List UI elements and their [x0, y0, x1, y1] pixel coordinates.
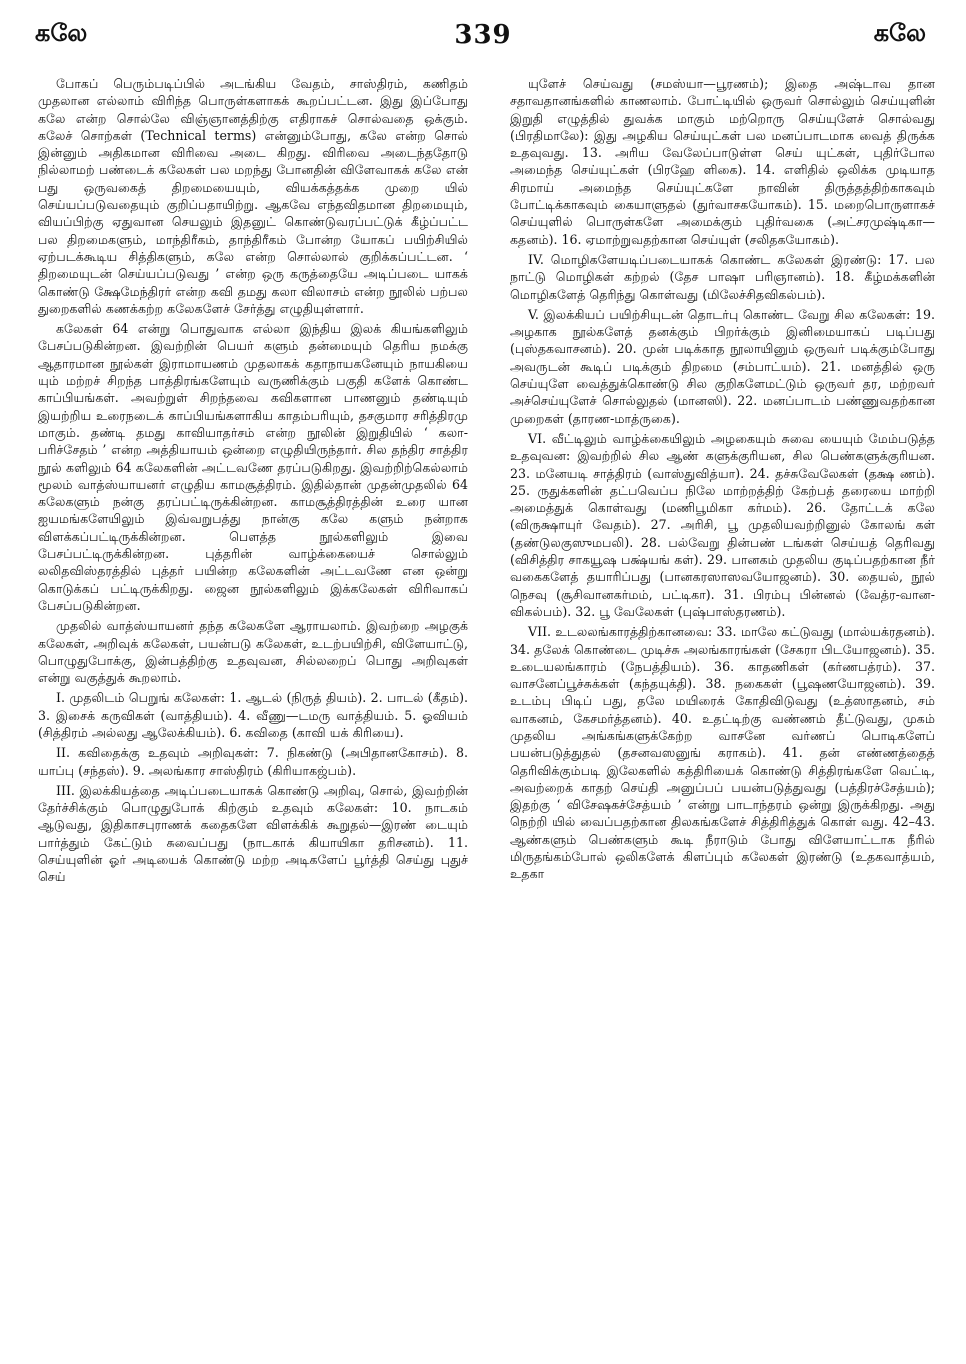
running-header-right: கலே: [873, 18, 926, 47]
right-column: [510, 72, 935, 1352]
paragraph: போகப் பெரும்படிப்பில் அடங்கிய வேதம், சாஸ்திரம், கணிதம் முதலான எல்லாம் விரிந்த பொருள்களாகக் கூறப்பட்டன. இது இப்போது கலே என்ற சொல்லே விஞ்ஞானத்திற்கு எதிராகச் சொல்வதை ஒக்கும். கலேச் சொற்கள் (Technical terms) என்னும்போது, கலே என்ற சொல் இன்னும் அதிகமான விரிவை அடை கிறது. விரிவை அடைந்ததோடு நில்லாமற் பண்டைக் கலேகள் பல மறந்து போனதின் விளேவாகக் கலே என் பது ஒருவகைத் திறமையையும், வியக்கத்தக்க முறை யில் செய்யப்படுவதையும் குறிப்பதாயிற்று. ஆகவே எந்தவிதமான திறமையும், வியப்பிற்கு ஏதுவான செயலும் இதனுட் கொண்டுவரப்பட்டுக் கீழ்ப்பட்ட பல திறமைகளும், மாந்திரீகம், தாந்திரீகம் போன்ற யோகப் பயிற்சியில் ஏற்படக்கூடிய சித்திகளும், கலே என்ற சொல்லால் குறிக்கப்பட்டன. ‘ திறமையுடன் செய்யப்படுவது ’ என்ற ஒரு கருத்தையே அடிப்படை யாகக் கொண்டு க்ஷேமேந்திரர் என்ற கவி தமது கலா விலாசம் என்ற நூலில் பற்பல துறைகளில் கணக்கற்ற கலேகளேச் சேர்த்து எழுதியுள்ளார்.: [38, 76, 468, 316]
paragraph: II. கவிதைக்கு உதவும் அறிவுகள்: 7. நிகண்டு (அபிதானகோசம்). 8. யாப்பு (சந்தஸ்). 9. அலங்கார சாஸ்திரம் (கிரியாகஜ்பம்).: [38, 745, 468, 778]
paragraph: கலேகள் 64 என்று பொதுவாக எல்லா இந்திய இலக் கியங்களிலும் பேசப்படுகின்றன. இவற்றின் பெயர் களும் தன்மையும் தெரிய நமக்கு ஆதாரமான நூல்கள் இராமாயணம் முதலாகக் கதாநாயகனேயும் நாயகியை யும் மற்றச் சிறந்த பாத்திரங்களேயும் வருணிக்கும் பகுதி களேக் கொண்ட காப்பியங்கள். அவற்றுள் சிறந்தவை கவிகளான பாணனும் தண்டியும் இயற்றிய உரைநடைக் காப்பியங்களாகிய காதம்பரியும், தசகுமார சரித்திரமு மாகும். தண்டி தமது காவியாதர்சம் என்ற நூலின் இறுதியில் ‘ கலா-பரிச்சேதம் ’ என்ற அத்தியாயம் ஒன்றை எழுதியிருந்தார். சில தந்திர சாத்திர நூல் களிலும் 64 கலேகளின் அட்டவணே தரப்படுகிறது. இவற்றிற்கெல்லாம் மூலம் வாத்ஸ்யாயனர் எழுதிய காமசூத்திரம். இதில்தான் முதன்முதலில் 64 கலேகளும் நன்கு தரப்பட்டிருக்கின்றன. காமசூத்திரத்தின் உரை யான ஐயமங்களேயிலும் இவ்வறுபத்து நான்கு கலே களும் நன்றாக விளக்கப்பட்டிருக்கின்றன. பௌத்த நூல்களிலும் இவை பேசப்பட்டிருக்கின்றன. புத்தரின் வாழ்க்கையைச் சொல்லும் லலிதவிஸ்தரத்தில் புத்தர் பயின்ற கலேகளின் அட்டவணே என ஒன்று கொடுக்கப் பட்டிருக்கிறது. ஜைன நூல்களிலும் இக்கலேகள் விரிவாகப் பேசப்படுகின்றன.: [38, 321, 468, 613]
paragraph: I. முதலிடம் பெறுங் கலேகள்: 1. ஆடல் (நிருத் தியம்). 2. பாடல் (கீதம்). 3. இசைக் கருவிகள் (வாத்தியம்). 4. வீணு—டமரு வாத்தியம். 5. ஓவியம் (சித்திரம் அல்லது ஆலேக்கியம்). 6. கவிதை (காவி யக் கிரியை).: [38, 690, 468, 740]
paragraph: VI. வீட்டிலும் வாழ்க்கையிலும் அழகையும் சுவை யையும் மேம்படுத்த உதவுவன: இவற்றில் சில ஆண் களுக்குரியன, சில பெண்களுக்குரியன. 23. மனேயடி சாத்திரம் (வாஸ்துவித்யா). 24. தச்சுவேலேகள் (தக்ஷ ணம்). 25. ருதுக்களின் தட்பவெப்ப நிலே மாற்றத்திற் கேற்பத் தரையை மாற்றி அமைத்துக் கொள்வது (மணிபூமிகா கர்மம்). 26. தோட்டக் கலே (விருக்ஷாயுர் வேதம்). 27. அரிசி, பூ முதலியவற்றினுல் கோலங் கள் (தண்டுலகுஸுமபலி). 28. பல்வேறு தின்பண் டங்கள் செய்யத் தெரிவது (விசித்திர சாகயூஷ பக்ஷ்யங் கள்). 29. பானகம் முதலிய குடிப்பதற்கான நீர் வகைகளேத் தயாரிப்பது (பானகரஸாஸவயோஜனம்). 30. தையல், நூல் நெசவு (சூசிவானகர்மம், பட்டிகா). 31. பிரம்பு பின்னல் (வேத்ர-வான-விகல்பம்). 32. பூ வேலேகள் (புஷ்பாஸ்தரணம்).: [510, 430, 935, 619]
running-header-left: கலே: [35, 18, 88, 47]
paragraph: III. இலக்கியத்தை அடிப்படையாகக் கொண்டு அறிவு, சொல், இவற்றின் தேர்ச்சிக்கும் பொழுதுபோக் கிற்கும் உதவும் கலேகள்: 10. நாடகம் ஆடுவது, இதிகாசபுராணக் கதைகளே விளக்கிக் கூறுதல்—இரண் டையும் பார்த்தும் கேட்டும் சுவைப்பது (நாடகாக் கியாயிகா தரிசனம்). 11. செய்யுளின் ஓர் அடியைக் கொண்டு மற்ற அடிகளேப் பூர்த்தி செய்து புதுச் செய்: [38, 782, 468, 885]
paragraph: V. இலக்கியப் பயிற்சியுடன் தொடர்பு கொண்ட வேறு சில கலேகள்: 19. அழகாக நூல்களேத் தனக்கும் பிறர்க்கும் இனிமையாகப் படிப்பது (புஸ்தகவாசனம்). 20. முன் படிக்காத நூலாயினும் ஒருவர் படிக்கும்போது அவருடன் கூடிப் படிக்கும் திறமை (சம்பாட்யம்). 21. மனத்தில் ஒரு செய்யுளே வைத்துக்கொண்டு சில குறிகளேமட்டும் ஒருவர் தர, மற்றவர் அச்செய்யுளேச் சொல்லுதல் (மானஸி). 22. மனப்பாடம் பண்ணுவதற்கான முறைகள் (தாரண-மாத்ருகை).: [510, 306, 935, 426]
paragraph: யுளேச் செய்வது (சமஸ்யா—பூரணம்); இதை அஷ்டாவ தான சதாவதானங்களில் காணலாம். போட்டியில் ஒருவர் சொல்லும் செய்யுளின் இறுதி எழுத்தில் துவக்க மாகும் மற்றொரு செய்யுளேச் சொல்வது (பிரதிமாலே): இது அழகிய செய்யுட்கள் பல மனப்பாடமாக வைத் திருக்க உதவுவது. 13. அரிய வேலேப்பாடுள்ள செய் யுட்கள், புதிர்போல அமைந்த செய்யுட்கள் (பிரஹே ளிகை). 14. எளிதில் ஒலிக்க முடியாத சிரமாய் அமைந்த செய்யுட்களே நாவின் திருத்தத்திற்காகவும் போட்டிக்காகவும் கையாளுதல் (துர்வாசகயோகம்). 15. மறைபொருளாகச் செய்யுளில் பொருள்களே அமைக்கும் புதிர்வகை (அட்சரமுஷ்டிகா—கதனம்). 16. ஏமாற்றுவதற்கான செய்யுள் (சலிதகயோகம்).: [510, 76, 935, 247]
left-column: [38, 72, 468, 1352]
paragraph: முதலில் வாத்ஸ்யாயனர் தந்த கலேகளே ஆராயலாம். இவற்றை அழகுக் கலேகள், அறிவுக் கலேகள், பயன்படு கலேகள், உடற்பயிற்சி, விளேயாட்டு, பொழுதுபோக்கு, இன்பத்திற்கு உதவுவன, சில்லறைப் பொது அறிவுகள் என்று வகுத்துக் கூறலாம்.: [38, 618, 468, 686]
paragraph: IV. மொழிகளேயடிப்படையாகக் கொண்ட கலேகள் இரண்டு: 17. பல நாட்டு மொழிகள் கற்றல் (தேச பாஷா பரிஞானம்). 18. கீழ்மக்களின் மொழிகளேத் தெரிந்து கொள்வது (மிலேச்சிதவிகல்பம்).: [510, 251, 935, 302]
page-number: 339: [454, 20, 512, 50]
paragraph: VII. உடலலங்காரத்திற்கானவை: 33. மாலே கட்டுவது (மால்யக்ரதனம்). 34. தலேக் கொண்டை முடிச்சு அலங்காரங்கள் (சேகரா பிடயோஜனம்). 35. உடையலங்காரம் (நேபத்தியம்). 36. காதணிகள் (கர்ணபத்ரம்). 37. வாசனேப்பூச்சுக்கள் (கந்தயுக்தி). 38. நகைகள் (பூஷணயோஜனம்). 39. உடம்பு பிடிப் பது, தலே மயிரைக் கோதிவிடுவது (உத்ஸாதனம், சம் வாகனம், கேசமர்த்தனம்). 40. உதட்டிற்கு வண்ணம் தீட்டுவது, முகம் முதலிய அங்கங்களுக்கேற்ற வாசனே வர்ணப் பொடிகளேப் பயன்படுத்துதல் (தசனவஸனுங் கராகம்). 41. தன் எண்ணத்தைத் தெரிவிக்கும்படி இலேகளில் கத்திரியைக் கொண்டு சித்திரங்களே வெட்டி, அவற்றைக் காதற் செய்தி அனுப்பப் பயன்படுத்துவது (பத்திரச்சேத்யம்); இதற்கு ‘ விசேஷகச்சேத்யம் ’ என்று பாடாந்தரம் ஒன்று இருக்கிறது. அது நெற்றி யில் வைப்பதற்கான திலகங்களேச் சித்திரித்துக் கொள் வது. 42–43. ஆண்களும் பெண்களும் கூடி நீராடும் போது விளேயாட்டாக நீரில் மிருதங்கம்போல் ஒலிகளேக் கிளப்பும் கலேகள் இரண்டு (உதகவாத்யம், உதகா: [510, 624, 935, 882]
